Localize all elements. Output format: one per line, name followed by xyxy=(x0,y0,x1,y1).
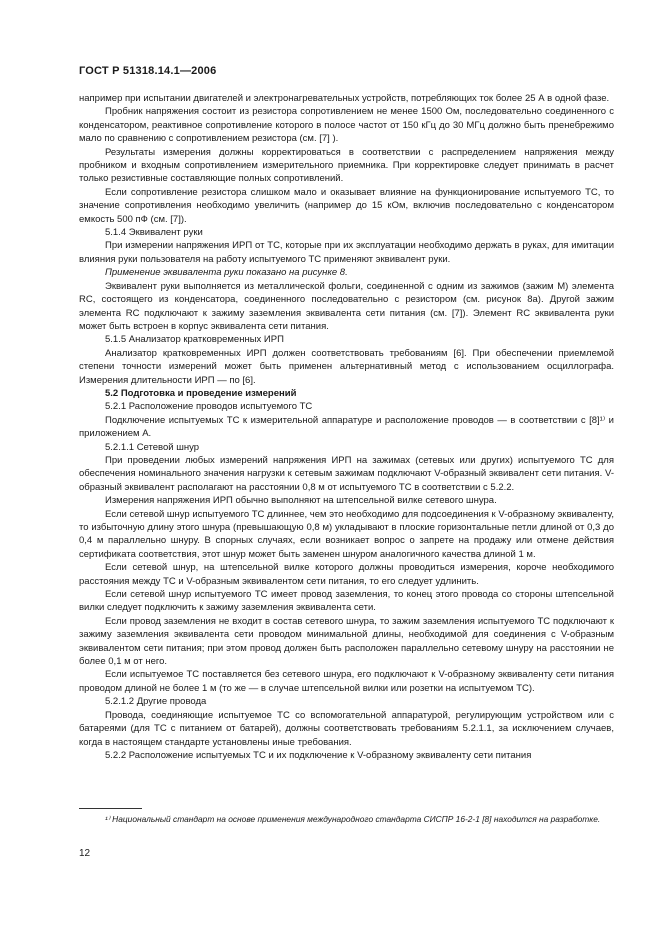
footnote-divider xyxy=(79,808,142,809)
section-heading: 5.1.4 Эквивалент руки xyxy=(105,227,203,239)
paragraph: Провода, соединяющие испытуемое ТС со вспомогательной аппаратурой, регулирующим устройством или с батареями (для ТС с питанием от батарей), должны соответствовать требованиям 5.2.1.1, за исключением случаев, когда в настоящем стандарте установлены иные требования. xyxy=(79,709,614,748)
paragraph: Если испытуемое ТС поставляется без сетевого шнура, его подключают к V-образному эквиваленту сети питания проводом длиной не более 1 м (то же — в случае штепсельной вилки или розетки на испытуемом ТС). xyxy=(79,669,614,694)
paragraph: Измерения напряжения ИРП обычно выполняют на штепсельной вилке сетевого шнура. xyxy=(105,495,497,507)
paragraph: Подключение испытуемых ТС к измерительной аппаратуре и расположение проводов — в соответствии с [8]¹⁾ и приложением А. xyxy=(79,414,614,440)
paragraph: Пробник напряжения состоит из резистора сопротивлением не менее 1500 Ом, последовательно соединенного с конденсатором, реактивное сопротивление которого в полосе частот от 150 кГц до 30 МГц должно быть пренебрежимо мало по сравнению с сопротивлением резистора (см. [7] ). xyxy=(79,106,614,145)
paragraph: Анализатор кратковременных ИРП должен соответствовать требованиям [6]. При обеспечении приемлемой степени точности измерений может быть применен альтернативный метод с использованием осциллографа. Измерения длительности ИРП — по [6]. xyxy=(79,347,614,386)
paragraph: При проведении любых измерений напряжения ИРП на зажимах (сетевых или других) испытуемого ТС для обеспечения номинального значения нагрузки к сетевым зажимам подключают V-образный эквивалент сети питания. V-образный эквивалент располагают на расстоянии 0,8 м от испытуемого ТС в соответствии с 5.2.2. xyxy=(79,454,614,493)
paragraph: Если сетевой шнур испытуемого ТС длиннее, чем это необходимо для подсоединения к V-образному эквиваленту, то избыточную длину этого шнура (превышающую 0,8 м) укладывают в плоские горизонтальные петли длиной от 0,3 до 0,4 м параллельно шнуру. В спорных случаях, если возникает вопрос о запрете на продажу или отмене действия сертификата соответствия, этот шнур может быть заменен шнуром аналогичного качества длиной 1 м. xyxy=(79,508,614,560)
document-header: ГОСТ Р 51318.14.1—2006 xyxy=(79,65,217,77)
section-heading: 5.2 Подготовка и проведение измерений xyxy=(105,387,297,399)
footnote: ¹⁾ Национальный стандарт на основе применения международного стандарта СИСПР 16-2-1 [8] находится на разработке. xyxy=(105,814,601,824)
paragraph: Если сопротивление резистора слишком мало и оказывает влияние на функционирование испытуемого ТС, то значение сопротивления необходимо увеличить (например до 15 кОм, включив последовательно с конденсатором емкость 500 пФ (см. [7]). xyxy=(79,186,614,225)
document-body xyxy=(79,92,614,762)
page-number: 12 xyxy=(79,848,91,859)
paragraph: Применение эквивалента руки показано на рисунке 8. xyxy=(105,267,348,279)
paragraph: например при испытании двигателей и электронагревательных устройств, потребляющих ток более 25 А в одной фазе. xyxy=(79,93,610,104)
paragraph: Если сетевой шнур испытуемого ТС имеет провод заземления, то конец этого провода со стороны штепсельной вилки следует подключить к зажиму заземления эквивалента сети. xyxy=(79,589,614,614)
section-heading: 5.2.2 Расположение испытуемых ТС и их подключение к V-образному эквиваленту сети питания xyxy=(105,749,532,761)
paragraph: Эквивалент руки выполняется из металлической фольги, соединенной с одним из зажимов (зажим М) элемента RC, состоящего из конденсатора, соединенного последовательно с резистором (см. рисунок 8а). Другой зажим элемента RC подключают к зажиму заземления эквивалента сети питания (см. [7]). Элемент RC эквивалента руки может быть встроен в корпус эквивалента сети питания. xyxy=(79,280,614,332)
section-heading: 5.1.5 Анализатор кратковременных ИРП xyxy=(105,334,284,346)
paragraph: При измерении напряжения ИРП от ТС, которые при их эксплуатации необходимо держать в руках, для имитации влияния руки пользователя на работу испытуемого ТС применяют эквивалент руки. xyxy=(79,240,614,265)
paragraph: Результаты измерения должны корректироваться в соответствии с распределением напряжения между пробником и входным сопротивлением измерительного приемника. При корректировке следует принимать в расчет только резистивные составляющие полных сопротивлений. xyxy=(79,146,614,185)
section-heading: 5.2.1.2 Другие провода xyxy=(105,696,207,708)
paragraph: Если провод заземления не входит в состав сетевого шнура, то зажим заземления испытуемого ТС подключают к зажиму заземления эквивалента сети проводом минимальной длины, необходимой для соединения с V-образным эквивалентом сети питания; при этом провод должен быть расположен параллельно сетевому шнуру на расстоянии не более 0,1 м от него. xyxy=(79,615,614,668)
section-heading: 5.2.1.1 Сетевой шнур xyxy=(105,441,200,453)
paragraph: Если сетевой шнур, на штепсельной вилке которого должны проводиться измерения, короче необходимого расстояния между ТС и V-образным эквивалентом сети питания, то его следует удлинить. xyxy=(79,562,614,587)
section-heading: 5.2.1 Расположение проводов испытуемого ТС xyxy=(105,401,313,413)
